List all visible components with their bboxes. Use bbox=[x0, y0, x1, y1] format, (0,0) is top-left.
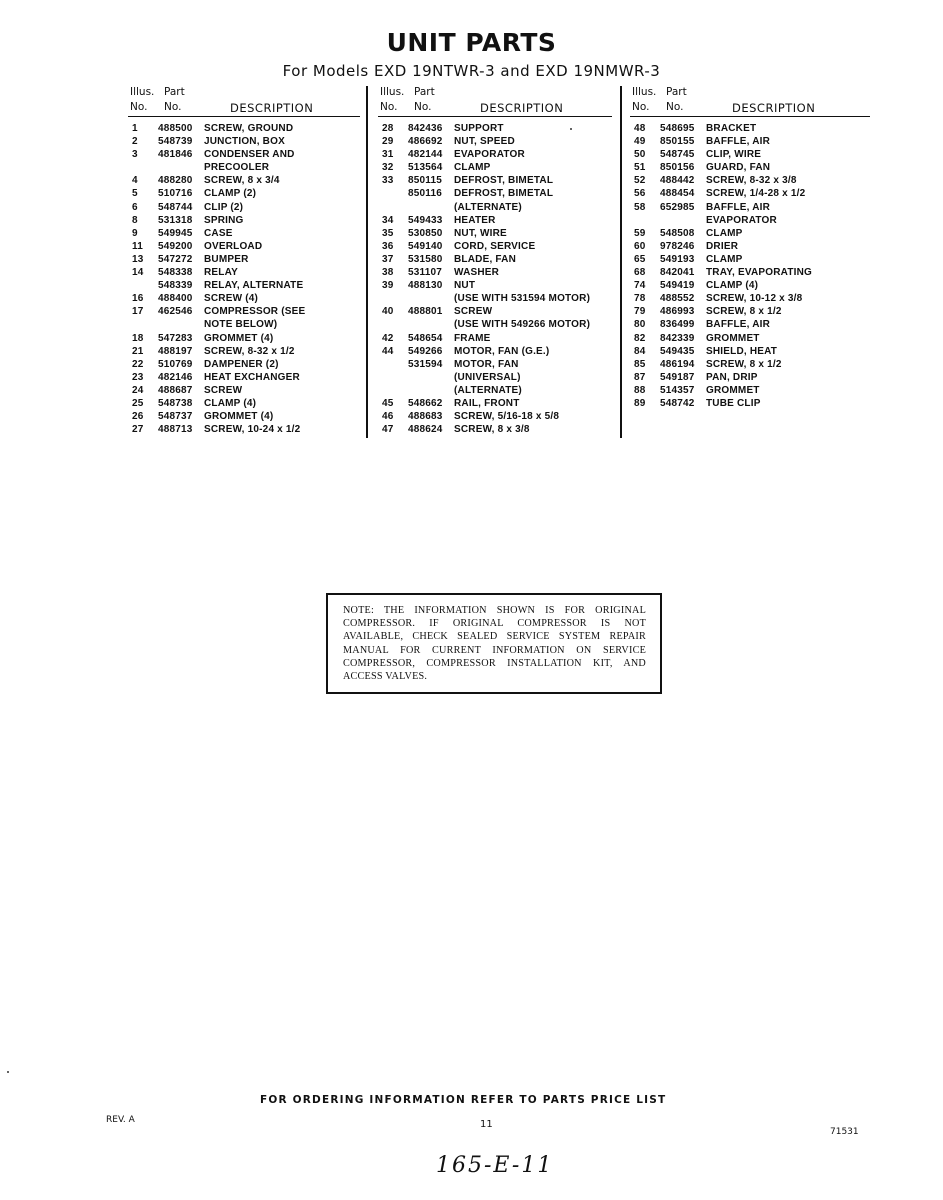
illus-number: 33 bbox=[382, 175, 394, 187]
column-divider bbox=[366, 86, 368, 438]
illus-number: 29 bbox=[382, 136, 394, 148]
parts-list bbox=[378, 117, 612, 437]
part-number: 549419 bbox=[660, 280, 695, 292]
parts-column-1 bbox=[128, 86, 360, 437]
part-number: 548508 bbox=[660, 227, 695, 239]
part-number: 548738 bbox=[158, 397, 193, 409]
page-title: UNIT PARTS bbox=[386, 28, 557, 57]
part-row bbox=[378, 123, 612, 136]
illus-number: 65 bbox=[634, 253, 646, 265]
part-description: CLAMP (4) bbox=[204, 397, 257, 409]
part-description: TRAY, EVAPORATING bbox=[706, 267, 813, 279]
part-description: CLIP, WIRE bbox=[706, 149, 762, 161]
part-row bbox=[630, 162, 870, 175]
part-row bbox=[128, 241, 360, 254]
parts-column-2 bbox=[378, 86, 612, 437]
part-row bbox=[378, 149, 612, 162]
part-description: HEAT EXCHANGER bbox=[204, 371, 300, 383]
part-description: NUT, SPEED bbox=[454, 136, 515, 148]
page-subtitle: For Models EXD 19NTWR-3 and EXD 19NMWR-3 bbox=[282, 62, 661, 80]
part-description: SCREW, 8 x 3/4 bbox=[204, 175, 280, 187]
illus-number: 88 bbox=[634, 384, 646, 396]
part-row bbox=[128, 319, 360, 332]
illus-number: 6 bbox=[132, 201, 138, 213]
part-row bbox=[128, 136, 360, 149]
part-description: SUPPORT bbox=[454, 123, 504, 134]
part-number: 547272 bbox=[158, 253, 193, 265]
part-description: (USE WITH 549266 MOTOR) bbox=[454, 319, 591, 331]
part-number: 547283 bbox=[158, 332, 193, 344]
page-number: 11 bbox=[480, 1119, 493, 1130]
part-number: 488624 bbox=[408, 424, 443, 436]
part-row bbox=[378, 202, 612, 215]
part-description: SCREW, 8-32 x 1/2 bbox=[204, 345, 295, 357]
part-description: COMPRESSOR (SEE bbox=[204, 306, 306, 318]
part-row bbox=[630, 175, 870, 188]
part-number: 531107 bbox=[408, 267, 443, 279]
part-row bbox=[630, 306, 870, 319]
part-description: CASE bbox=[204, 227, 233, 239]
part-row bbox=[630, 202, 870, 215]
part-row bbox=[378, 215, 612, 228]
illus-number: 22 bbox=[132, 358, 144, 370]
part-row bbox=[630, 333, 870, 346]
part-description: (ALTERNATE) bbox=[454, 384, 522, 396]
header-part-no: No. bbox=[414, 101, 432, 113]
part-row bbox=[630, 228, 870, 241]
part-number: 842436 bbox=[408, 123, 443, 134]
part-number: 850155 bbox=[660, 136, 695, 148]
header-illus-no: No. bbox=[380, 101, 398, 113]
part-description: SCREW, 10-24 x 1/2 bbox=[204, 424, 301, 436]
part-description: CONDENSER AND bbox=[204, 149, 295, 161]
illus-number: 16 bbox=[132, 293, 144, 305]
part-description: EVAPORATOR bbox=[706, 214, 777, 226]
header-illus-no: No. bbox=[130, 101, 148, 113]
illus-number: 2 bbox=[132, 136, 138, 148]
header-description: DESCRIPTION bbox=[732, 101, 816, 115]
part-number: 531594 bbox=[408, 358, 443, 370]
part-description: (UNIVERSAL) bbox=[454, 371, 521, 383]
illus-number: 42 bbox=[382, 332, 394, 344]
part-number: 978246 bbox=[660, 240, 695, 252]
part-number: 488400 bbox=[158, 293, 193, 305]
part-description: RAIL, FRONT bbox=[454, 397, 520, 409]
column-header bbox=[128, 86, 360, 117]
illus-number: 46 bbox=[382, 411, 394, 423]
part-row bbox=[378, 175, 612, 188]
illus-number: 31 bbox=[382, 149, 394, 161]
part-description: SCREW, 10-12 x 3/8 bbox=[706, 293, 803, 305]
part-row bbox=[630, 123, 870, 136]
part-description: SCREW, GROUND bbox=[204, 123, 294, 134]
header-illus: Illus. bbox=[380, 86, 405, 98]
illus-number: 1 bbox=[132, 123, 138, 134]
part-description: DEFROST, BIMETAL bbox=[454, 175, 554, 187]
part-description: NUT bbox=[454, 280, 476, 292]
header-part-no: No. bbox=[666, 101, 684, 113]
illus-number: 18 bbox=[132, 332, 144, 344]
document-number: 71531 bbox=[830, 1127, 859, 1137]
part-row bbox=[630, 241, 870, 254]
part-row bbox=[630, 215, 870, 228]
handwritten-code: 165-E-11 bbox=[436, 1153, 554, 1178]
part-row bbox=[128, 188, 360, 201]
part-number: 481846 bbox=[158, 149, 193, 161]
illus-number: 52 bbox=[634, 175, 646, 187]
illus-number: 44 bbox=[382, 345, 394, 357]
part-number: 548742 bbox=[660, 397, 695, 409]
part-number: 548662 bbox=[408, 397, 443, 409]
illus-number: 56 bbox=[634, 188, 646, 200]
part-number: 486993 bbox=[660, 306, 695, 318]
part-row bbox=[378, 267, 612, 280]
part-description: BRACKET bbox=[706, 123, 757, 134]
part-number: 548737 bbox=[158, 411, 193, 423]
part-row bbox=[630, 254, 870, 267]
part-number: 548338 bbox=[158, 267, 193, 279]
part-description: BAFFLE, AIR bbox=[706, 136, 771, 148]
part-description: BAFFLE, AIR bbox=[706, 201, 771, 213]
part-number: 510769 bbox=[158, 358, 193, 370]
part-row bbox=[630, 188, 870, 201]
part-row bbox=[128, 359, 360, 372]
part-number: 488454 bbox=[660, 188, 695, 200]
part-row bbox=[128, 254, 360, 267]
part-number: 850156 bbox=[660, 162, 695, 174]
part-row bbox=[378, 228, 612, 241]
illus-number: 39 bbox=[382, 280, 394, 292]
ordering-info: FOR ORDERING INFORMATION REFER TO PARTS PRICE LIST bbox=[260, 1094, 667, 1106]
header-illus: Illus. bbox=[632, 86, 657, 98]
part-row bbox=[128, 267, 360, 280]
column-divider bbox=[620, 86, 622, 438]
illus-number: 8 bbox=[132, 214, 138, 226]
illus-number: 68 bbox=[634, 267, 646, 279]
header-description: DESCRIPTION bbox=[480, 101, 564, 115]
note-text: NOTE: THE INFORMATION SHOWN IS FOR ORIGINAL COMPRESSOR. IF ORIGINAL COMPRESSOR IS NOT AVAILABLE, CHECK SEALED SERVICE SYSTEM REPAIR MANUAL FOR CURRENT INFORMATION ON SERVICE COMPRESSOR, COMPRESSOR INSTALLATION KIT, AND ACCESS VALVES. bbox=[343, 605, 646, 683]
part-row bbox=[378, 254, 612, 267]
part-row bbox=[378, 359, 612, 372]
illus-number: 14 bbox=[132, 267, 144, 279]
part-number: 488442 bbox=[660, 175, 695, 187]
illus-number: 23 bbox=[132, 371, 144, 383]
part-number: 549187 bbox=[660, 371, 695, 383]
illus-number: 26 bbox=[132, 411, 144, 423]
part-description: SCREW, 5/16-18 x 5/8 bbox=[454, 411, 560, 423]
part-row bbox=[128, 228, 360, 241]
part-number: 488280 bbox=[158, 175, 193, 187]
part-number: 549140 bbox=[408, 240, 443, 252]
scan-speck bbox=[7, 1071, 9, 1073]
part-description: OVERLOAD bbox=[204, 240, 263, 252]
part-number: 549200 bbox=[158, 240, 193, 252]
part-description: CLIP (2) bbox=[204, 201, 244, 213]
part-description: BAFFLE, AIR bbox=[706, 319, 771, 331]
part-description: JUNCTION, BOX bbox=[204, 136, 285, 148]
illus-number: 27 bbox=[132, 424, 144, 436]
part-number: 836499 bbox=[660, 319, 695, 331]
part-description: DAMPENER (2) bbox=[204, 358, 279, 370]
part-row bbox=[128, 398, 360, 411]
part-row bbox=[630, 136, 870, 149]
part-description: (ALTERNATE) bbox=[454, 201, 522, 213]
part-row bbox=[378, 293, 612, 306]
part-description: WASHER bbox=[454, 267, 500, 279]
part-row bbox=[630, 372, 870, 385]
part-row bbox=[378, 319, 612, 332]
part-description: PAN, DRIP bbox=[706, 371, 758, 383]
illus-number: 13 bbox=[132, 253, 144, 265]
part-row bbox=[128, 175, 360, 188]
part-number: 486692 bbox=[408, 136, 443, 148]
part-description: EVAPORATOR bbox=[454, 149, 525, 161]
illus-number: 24 bbox=[132, 384, 144, 396]
illus-number: 48 bbox=[634, 123, 646, 134]
part-description: DEFROST, BIMETAL bbox=[454, 188, 554, 200]
illus-number: 87 bbox=[634, 371, 646, 383]
part-number: 549193 bbox=[660, 253, 695, 265]
illus-number: 74 bbox=[634, 280, 646, 292]
part-description: MOTOR, FAN (G.E.) bbox=[454, 345, 550, 357]
illus-number: 25 bbox=[132, 397, 144, 409]
header-part: Part bbox=[164, 86, 185, 98]
part-description: GROMMET (4) bbox=[204, 332, 274, 344]
part-description: SCREW, 8 x 1/2 bbox=[706, 306, 782, 318]
part-number: 548695 bbox=[660, 123, 695, 134]
part-row bbox=[630, 319, 870, 332]
part-row bbox=[128, 123, 360, 136]
parts-column-3 bbox=[630, 86, 870, 411]
part-number: 549433 bbox=[408, 214, 443, 226]
part-row bbox=[378, 136, 612, 149]
part-number: 548745 bbox=[660, 149, 695, 161]
illus-number: 58 bbox=[634, 201, 646, 213]
part-row bbox=[630, 385, 870, 398]
part-description: CLAMP (4) bbox=[706, 280, 759, 292]
illus-number: 36 bbox=[382, 240, 394, 252]
part-row bbox=[630, 293, 870, 306]
part-number: 488197 bbox=[158, 345, 193, 357]
part-number: 488500 bbox=[158, 123, 193, 134]
part-number: 530850 bbox=[408, 227, 443, 239]
illus-number: 4 bbox=[132, 175, 138, 187]
illus-number: 84 bbox=[634, 345, 646, 357]
part-row bbox=[630, 280, 870, 293]
part-row bbox=[630, 359, 870, 372]
header-part: Part bbox=[666, 86, 687, 98]
part-number: 488713 bbox=[158, 424, 193, 436]
illus-number: 35 bbox=[382, 227, 394, 239]
part-number: 548654 bbox=[408, 332, 443, 344]
part-row bbox=[128, 333, 360, 346]
part-number: 488687 bbox=[158, 384, 193, 396]
illus-number: 85 bbox=[634, 358, 646, 370]
illus-number: 37 bbox=[382, 253, 394, 265]
part-number: 482144 bbox=[408, 149, 443, 161]
illus-number: 3 bbox=[132, 149, 138, 161]
part-number: 531318 bbox=[158, 214, 193, 226]
illus-number: 28 bbox=[382, 123, 394, 134]
part-description: (USE WITH 531594 MOTOR) bbox=[454, 293, 591, 305]
part-description: SPRING bbox=[204, 214, 244, 226]
part-description: GUARD, FAN bbox=[706, 162, 771, 174]
part-description: BUMPER bbox=[204, 253, 249, 265]
part-row bbox=[128, 293, 360, 306]
illus-number: 79 bbox=[634, 306, 646, 318]
part-row bbox=[128, 424, 360, 437]
part-description: TUBE CLIP bbox=[706, 397, 761, 409]
part-number: 652985 bbox=[660, 201, 695, 213]
illus-number: 59 bbox=[634, 227, 646, 239]
part-description: SHIELD, HEAT bbox=[706, 345, 778, 357]
part-description: SCREW, 8 x 3/8 bbox=[454, 424, 530, 436]
illus-number: 51 bbox=[634, 162, 646, 174]
part-description: SCREW, 8-32 x 3/8 bbox=[706, 175, 797, 187]
part-number: 548744 bbox=[158, 201, 193, 213]
part-description: CLAMP bbox=[454, 162, 491, 174]
part-description: NOTE BELOW) bbox=[204, 319, 278, 331]
revision-label: REV. A bbox=[106, 1115, 135, 1125]
part-number: 549266 bbox=[408, 345, 443, 357]
header-illus: Illus. bbox=[130, 86, 155, 98]
illus-number: 38 bbox=[382, 267, 394, 279]
part-number: 842339 bbox=[660, 332, 695, 344]
part-row bbox=[630, 398, 870, 411]
part-description: NUT, WIRE bbox=[454, 227, 507, 239]
part-row bbox=[630, 346, 870, 359]
column-header bbox=[630, 86, 870, 117]
part-row bbox=[128, 162, 360, 175]
part-row bbox=[128, 202, 360, 215]
parts-list bbox=[128, 117, 360, 437]
part-description: CLAMP bbox=[706, 253, 743, 265]
part-number: 513564 bbox=[408, 162, 443, 174]
part-number: 488801 bbox=[408, 306, 443, 318]
part-row bbox=[378, 306, 612, 319]
illus-number: 78 bbox=[634, 293, 646, 305]
part-description: FRAME bbox=[454, 332, 491, 344]
illus-number: 80 bbox=[634, 319, 646, 331]
part-row bbox=[378, 411, 612, 424]
part-row bbox=[128, 215, 360, 228]
part-number: 510716 bbox=[158, 188, 193, 200]
part-row bbox=[128, 411, 360, 424]
part-description: CLAMP bbox=[706, 227, 743, 239]
part-number: 549945 bbox=[158, 227, 193, 239]
part-description: RELAY, ALTERNATE bbox=[204, 280, 304, 292]
illus-number: 47 bbox=[382, 424, 394, 436]
part-description: SCREW (4) bbox=[204, 293, 259, 305]
illus-number: 34 bbox=[382, 214, 394, 226]
illus-number: 21 bbox=[132, 345, 144, 357]
illus-number: 49 bbox=[634, 136, 646, 148]
part-row bbox=[378, 162, 612, 175]
illus-number: 32 bbox=[382, 162, 394, 174]
part-number: 850115 bbox=[408, 175, 443, 187]
part-row bbox=[630, 149, 870, 162]
illus-number: 9 bbox=[132, 227, 138, 239]
part-row bbox=[630, 267, 870, 280]
part-row bbox=[128, 149, 360, 162]
part-number: 549435 bbox=[660, 345, 695, 357]
column-header bbox=[378, 86, 612, 117]
scan-speck bbox=[570, 128, 572, 130]
part-description: SCREW, 1/4-28 x 1/2 bbox=[706, 188, 806, 200]
part-number: 488552 bbox=[660, 293, 695, 305]
parts-list bbox=[630, 117, 870, 411]
illus-number: 82 bbox=[634, 332, 646, 344]
part-number: 850116 bbox=[408, 188, 443, 200]
illus-number: 45 bbox=[382, 397, 394, 409]
part-row bbox=[128, 306, 360, 319]
part-description: DRIER bbox=[706, 240, 739, 252]
part-description: CORD, SERVICE bbox=[454, 240, 536, 252]
illus-number: 11 bbox=[132, 240, 143, 252]
part-row bbox=[128, 385, 360, 398]
part-description: BLADE, FAN bbox=[454, 253, 516, 265]
part-description: HEATER bbox=[454, 214, 496, 226]
part-number: 531580 bbox=[408, 253, 443, 265]
part-row bbox=[378, 385, 612, 398]
part-number: 514357 bbox=[660, 384, 695, 396]
part-row bbox=[378, 372, 612, 385]
part-row bbox=[128, 346, 360, 359]
header-part: Part bbox=[414, 86, 435, 98]
part-row bbox=[378, 398, 612, 411]
part-row bbox=[128, 372, 360, 385]
part-description: GROMMET bbox=[706, 384, 760, 396]
part-row bbox=[128, 280, 360, 293]
compressor-note-box bbox=[326, 593, 662, 694]
part-description: SCREW bbox=[204, 384, 243, 396]
part-row bbox=[378, 346, 612, 359]
part-number: 548739 bbox=[158, 136, 193, 148]
part-number: 462546 bbox=[158, 306, 193, 318]
part-description: GROMMET bbox=[706, 332, 760, 344]
part-description: SCREW, 8 x 1/2 bbox=[706, 358, 782, 370]
illus-number: 5 bbox=[132, 188, 138, 200]
part-description: SCREW bbox=[454, 306, 493, 318]
part-description: GROMMET (4) bbox=[204, 411, 274, 423]
part-number: 842041 bbox=[660, 267, 695, 279]
illus-number: 60 bbox=[634, 240, 646, 252]
part-number: 482146 bbox=[158, 371, 193, 383]
part-row bbox=[378, 241, 612, 254]
part-number: 488683 bbox=[408, 411, 443, 423]
part-description: CLAMP (2) bbox=[204, 188, 257, 200]
part-row bbox=[378, 424, 612, 437]
part-number: 486194 bbox=[660, 358, 695, 370]
illus-number: 89 bbox=[634, 397, 646, 409]
part-description: PRECOOLER bbox=[204, 162, 270, 174]
header-description: DESCRIPTION bbox=[230, 101, 314, 115]
illus-number: 40 bbox=[382, 306, 394, 318]
header-part-no: No. bbox=[164, 101, 182, 113]
part-number: 548339 bbox=[158, 280, 193, 292]
part-row bbox=[378, 333, 612, 346]
part-description: RELAY bbox=[204, 267, 238, 279]
part-number: 488130 bbox=[408, 280, 443, 292]
header-illus-no: No. bbox=[632, 101, 650, 113]
part-row bbox=[378, 280, 612, 293]
part-description: MOTOR, FAN bbox=[454, 358, 519, 370]
illus-number: 50 bbox=[634, 149, 646, 161]
illus-number: 17 bbox=[132, 306, 144, 318]
part-row bbox=[378, 188, 612, 201]
